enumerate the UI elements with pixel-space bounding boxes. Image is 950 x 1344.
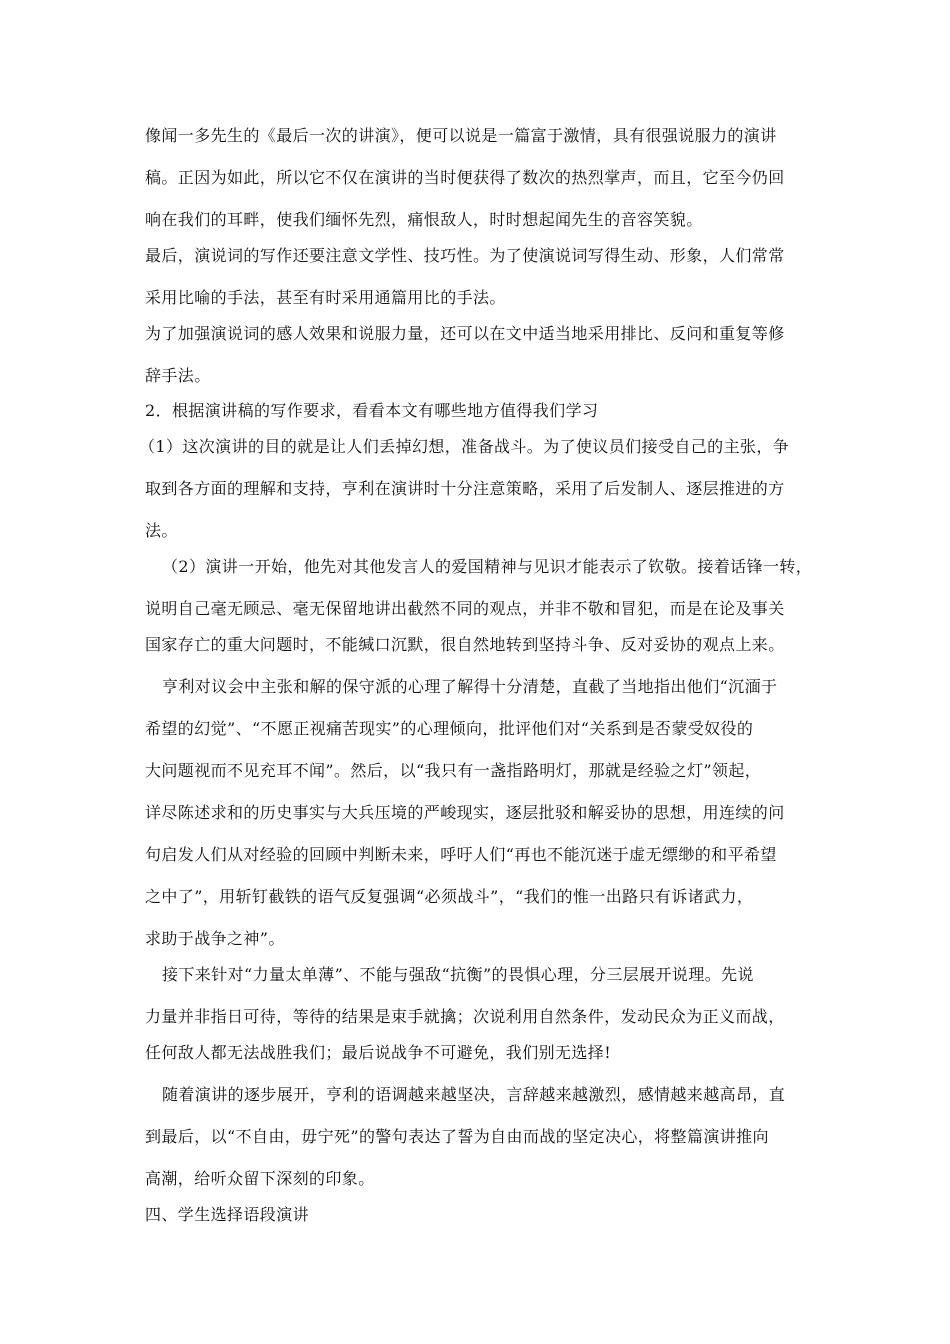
text-line: 国家存亡的重大问题时，不能缄口沉默，很自然地转到坚持斗争、反对妥协的观点上来。 (145, 635, 785, 654)
text-line: 力量并非指日可待，等待的结果是束手就擒；次说利用自然条件，发动民众为正义而战， (145, 1007, 785, 1026)
text-line: 辞手法。 (145, 366, 211, 385)
text-line: 稿。正因为如此，所以它不仅在演讲的当时便获得了数次的热烈掌声，而且，它至今仍回 (145, 168, 785, 187)
text-line: 大问题视而不见充耳不闻”。然后，以“我只有一盏指路明灯，那就是经验之灯”领起， (145, 761, 762, 780)
text-line: 说明自己毫无顾忌、毫无保留地讲出截然不同的观点，并非不敬和冒犯，而是在论及事关 (145, 599, 785, 618)
text-line: 任何敌人都无法战胜我们；最后说战争不可避免，我们别无选择! (145, 1043, 612, 1062)
text-line: 求助于战争之神”。 (145, 929, 285, 948)
text-line: 详尽陈述求和的历史事实与大兵压境的严峻现实，逐层批驳和解妥协的思想，用连续的问 (145, 803, 785, 822)
text-line: 到最后，以“不自由，毋宁死”的警句表达了誓为自由而战的坚定决心，将整篇演讲推向 (145, 1127, 769, 1146)
text-line: 最后，演说词的写作还要注意文学性、技巧性。为了使演说词写得生动、形象，人们常常 (145, 246, 785, 265)
text-line: 高潮，给听众留下深刻的印象。 (145, 1169, 375, 1188)
text-line: 希望的幻觉”、“不愿正视痛苦现实”的心理倾向，批评他们对“关系到是否蒙受奴役的 (145, 719, 754, 738)
section-heading: 2．根据演讲稿的写作要求，看看本文有哪些地方值得我们学习 (145, 401, 599, 420)
text-line: 取到各方面的理解和支持，亨利在演讲时十分注意策略，采用了后发制人、逐层推进的方 (145, 479, 785, 498)
section-heading: 四、学生选择语段演讲 (145, 1205, 310, 1224)
text-line: 法。 (145, 521, 178, 540)
text-line: 响在我们的耳畔，使我们缅怀先烈，痛恨敌人，时时想起闻先生的音容笑貌。 (145, 210, 703, 229)
text-line: 随着演讲的逐步展开，亨利的语调越来越坚决，言辞越来越激烈，感情越来越高昂，直 (162, 1085, 786, 1104)
text-line: 为了加强演说词的感人效果和说服力量，还可以在文中适当地采用排比、反问和重复等修 (145, 324, 785, 343)
text-line: 亨利对议会中主张和解的保守派的心理了解得十分清楚，直截了当地指出他们“沉湎于 (162, 677, 778, 696)
text-line: （1）这次演讲的目的就是让人们丢掉幻想，准备战斗。为了使议员们接受自己的主张，争 (139, 437, 790, 456)
text-line: 句启发人们从对经验的回顾中判断未来，呼吁人们“再也不能沉迷于虚无缥缈的和平希望 (145, 845, 777, 864)
text-line: 像闻一多先生的《最后一次的讲演》，便可以说是一篇富于激情，具有很强说服力的演讲 (145, 126, 777, 145)
text-line: 采用比喻的手法，甚至有时采用通篇用比的手法。 (145, 288, 506, 307)
text-line: 之中了”，用斩钉截铁的语气反复强调“必须战斗”，“我们的惟一出路只有诉诸武力， (145, 887, 754, 906)
text-line: 接下来针对“力量太单薄”、不能与强敌“抗衡”的畏惧心理，分三层展开说理。先说 (162, 965, 754, 984)
text-line: （2）演讲一开始，他先对其他发言人的爱国精神与见识才能表示了钦敬。接着话锋一转， (162, 557, 813, 576)
